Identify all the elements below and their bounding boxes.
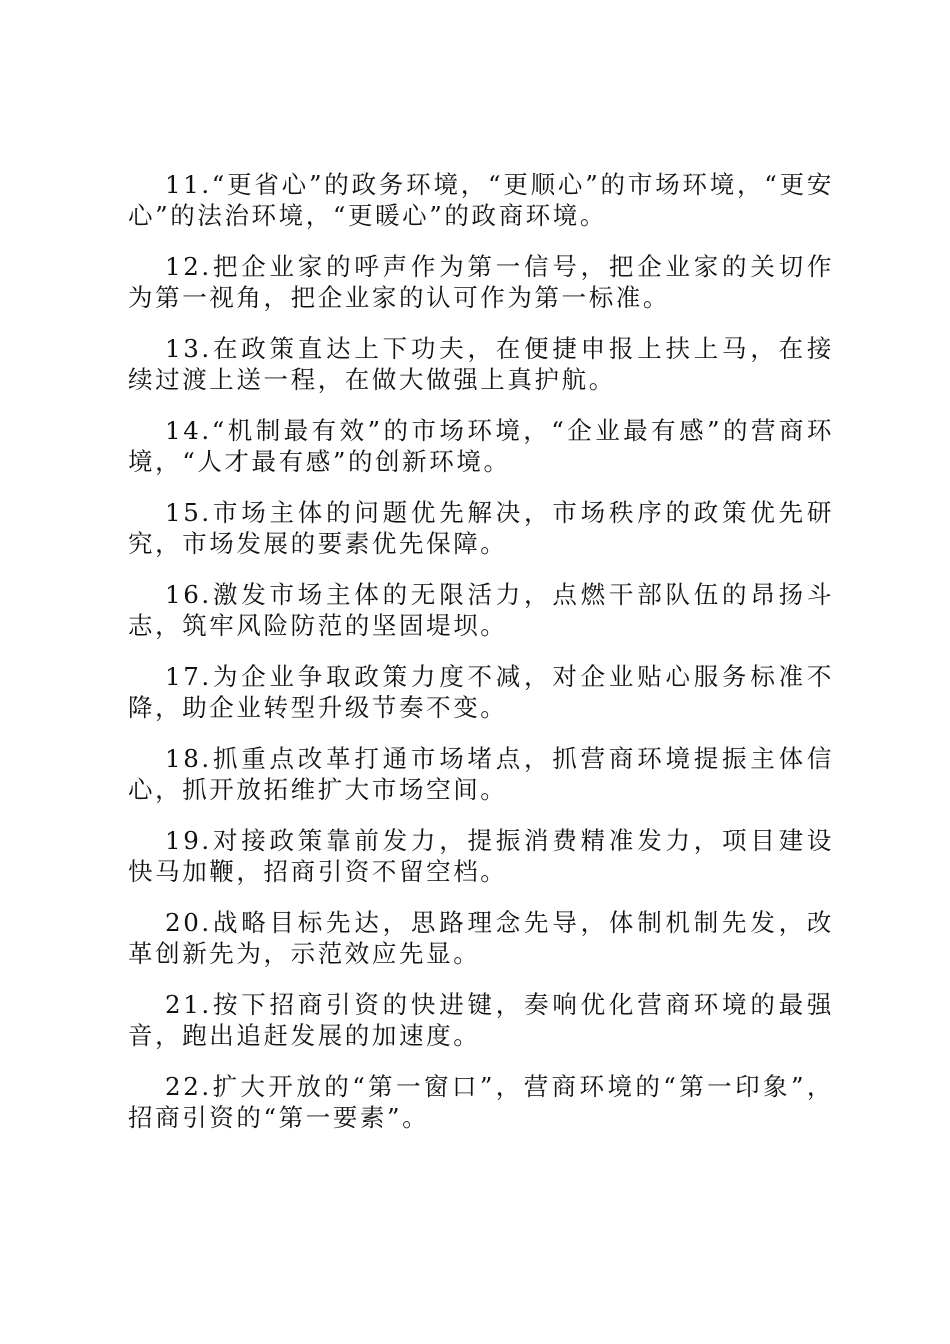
paragraph-12: 12.把企业家的呼声作为第一信号，把企业家的关切作为第一视角，把企业家的认可作为第一标准。	[128, 252, 834, 312]
paragraph-19: 19.对接政策靠前发力，提振消费精准发力，项目建设快马加鞭，招商引资不留空档。	[128, 826, 834, 886]
paragraph-20: 20.战略目标先达，思路理念先导，体制机制先发，改革创新先为，示范效应先显。	[128, 908, 834, 968]
paragraph-22: 22.扩大开放的“第一窗口”，营商环境的“第一印象”，招商引资的“第一要素”。	[128, 1072, 834, 1132]
paragraph-11: 11.“更省心”的政务环境，“更顺心”的市场环境，“更安心”的法治环境，“更暖心”的政商环境。	[128, 170, 834, 230]
paragraph-18: 18.抓重点改革打通市场堵点，抓营商环境提振主体信心，抓开放拓维扩大市场空间。	[128, 744, 834, 804]
paragraph-15: 15.市场主体的问题优先解决，市场秩序的政策优先研究，市场发展的要素优先保障。	[128, 498, 834, 558]
paragraph-21: 21.按下招商引资的快进键，奏响优化营商环境的最强音，跑出追赶发展的加速度。	[128, 990, 834, 1050]
paragraph-14: 14.“机制最有效”的市场环境，“企业最有感”的营商环境，“人才最有感”的创新环境。	[128, 416, 834, 476]
paragraph-13: 13.在政策直达上下功夫，在便捷申报上扶上马，在接续过渡上送一程，在做大做强上真护航。	[128, 334, 834, 394]
paragraph-17: 17.为企业争取政策力度不减，对企业贴心服务标准不降，助企业转型升级节奏不变。	[128, 662, 834, 722]
document-body	[128, 169, 834, 1153]
paragraph-16: 16.激发市场主体的无限活力，点燃干部队伍的昂扬斗志，筑牢风险防范的坚固堤坝。	[128, 580, 834, 640]
